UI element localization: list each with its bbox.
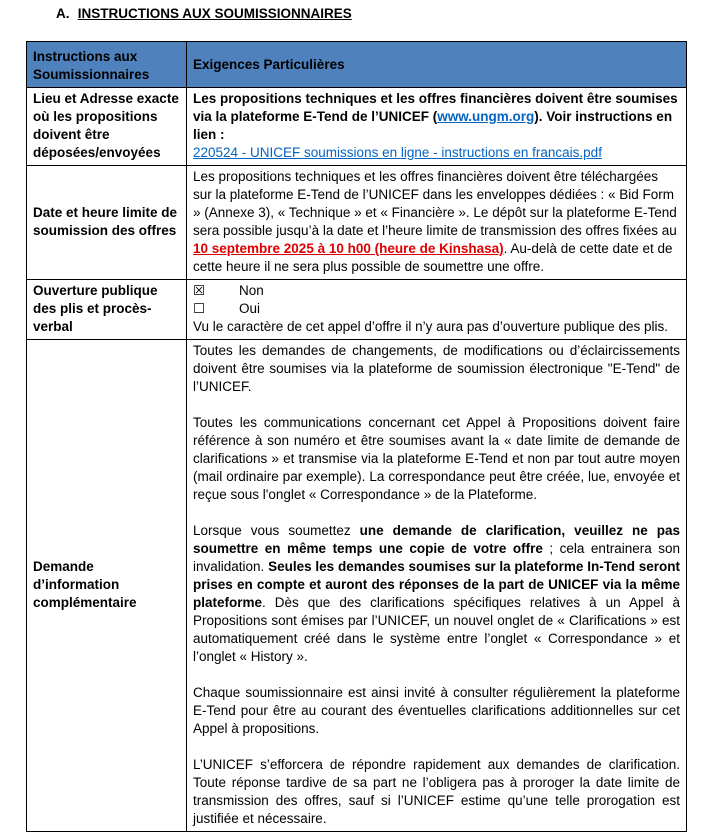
lieu-text-before: Les propositions techniques et les offres financières doivent être soumises via la plateforme E-Tend de l’UNICEF ( xyxy=(193,91,678,124)
row-ouverture xyxy=(27,280,687,340)
row-date xyxy=(27,166,687,280)
header-instructions: Instructions aux Soumissionnaires xyxy=(27,42,187,88)
header-exigences: Exigences Particulières xyxy=(187,42,687,88)
checked-box-icon: ☒ xyxy=(193,283,206,298)
demande-label: Demande d’information complémentaire xyxy=(27,340,187,832)
p3-part-d: Seules les demandes soumises sur la plateforme In-Tend seront prises en compte et auront des réponses de la part de UNICEF via la même plateforme xyxy=(193,559,680,610)
p3-part-c: ; cela entrainera son invalidation. xyxy=(193,541,680,574)
demande-paragraph-1: Toutes les demandes de changements, de modifications ou d’éclaircissements doivent être soumises via la plateforme de soumission électronique "E-Tend" de l’UNICEF. xyxy=(193,343,680,394)
option-oui-label: Oui xyxy=(239,301,261,316)
option-non xyxy=(193,282,680,300)
demande-paragraph-3 xyxy=(193,522,680,666)
section-title: INSTRUCTIONS AUX SOUMISSIONNAIRES xyxy=(77,6,352,21)
date-text-before: Les propositions techniques et les offres financières doivent être téléchargées sur la plateforme E-Tend de l’UNICEF dans les enveloppes dédiées : « Bid Form » (Annexe 3), « Technique » et « Financière ». Le dépôt sur la plateforme E-Tend sera possible jusqu’à la date et l’heure limite de transmission des offres fixées au xyxy=(193,169,677,238)
section-heading xyxy=(56,6,352,21)
option-non-label: Non xyxy=(239,283,264,298)
ungm-link[interactable]: www.ungm.org xyxy=(437,109,535,124)
instructions-pdf-link[interactable]: 220524 - UNICEF soumissions en ligne - instructions en francais.pdf xyxy=(193,145,602,160)
lieu-label: Lieu et Adresse exacte où les propositions doivent être déposées/envoyées xyxy=(27,88,187,166)
lieu-text-after: ). Voir instructions en lien : xyxy=(193,109,673,142)
date-label: Date et heure limite de soumission des offres xyxy=(27,166,187,280)
demande-paragraph-2: Toutes les communications concernant cet Appel à Propositions doivent faire référence à son numéro et être soumises avant la « date limite de demande de clarifications » et transmise via la plateforme E-Tend et non par tout autre moyen (mail ordinaire par exemple). La correspondance peut être créée, lue, envoyée et reçue sous l'onglet « Correspondance » de la Plateforme. xyxy=(193,415,680,502)
p3-part-e: . Dès que des clarifications spécifiques relatives à un Appel à Propositions sont émises par l’UNICEF, un nouvel onglet de « Clarifications » est automatiquement créé dans le système entre l’onglet « Correspondance » et l’onglet « History ». xyxy=(193,595,680,664)
p3-part-b: une demande de clarification, veuillez ne pas soumettre en même temps une copie de votre offre xyxy=(193,523,680,556)
section-letter: A. xyxy=(56,6,70,21)
demande-paragraph-4: Chaque soumissionnaire est ainsi invité à consulter régulièrement la plateforme E-Tend pour être au courant des éventuelles clarifications additionnelles sur cet Appel à propositions. xyxy=(193,685,680,736)
ouverture-content xyxy=(187,280,687,340)
lieu-content xyxy=(187,88,687,166)
table-header-row xyxy=(27,42,687,88)
ouverture-note: Vu le caractère de cet appel d’offre il n’y aura pas d’ouverture publique des plis. xyxy=(193,319,669,334)
option-oui xyxy=(193,300,680,318)
deadline-text: 10 septembre 2025 à 10 h00 (heure de Kinshasa) xyxy=(193,241,504,256)
demande-paragraph-5: L’UNICEF s’efforcera de répondre rapidement aux demandes de clarification. Toute réponse tardive de sa part ne l’obligera pas à proroger la date limite de transmission des offres, sauf si l’UNICEF estime qu’une telle prorogation est justifiée et nécessaire. xyxy=(193,757,680,826)
ouverture-label: Ouverture publique des plis et procès-verbal xyxy=(27,280,187,340)
date-content xyxy=(187,166,687,280)
unchecked-box-icon: ☐ xyxy=(193,301,206,316)
row-lieu xyxy=(27,88,687,166)
demande-content xyxy=(187,340,687,832)
instructions-table xyxy=(26,41,687,832)
row-demande xyxy=(27,340,687,832)
p3-part-a: Lorsque vous soumettez xyxy=(193,523,360,538)
date-text-after: . Au-delà de cette date et de cette heure il ne sera plus possible de soumettre une offre. xyxy=(193,241,673,274)
